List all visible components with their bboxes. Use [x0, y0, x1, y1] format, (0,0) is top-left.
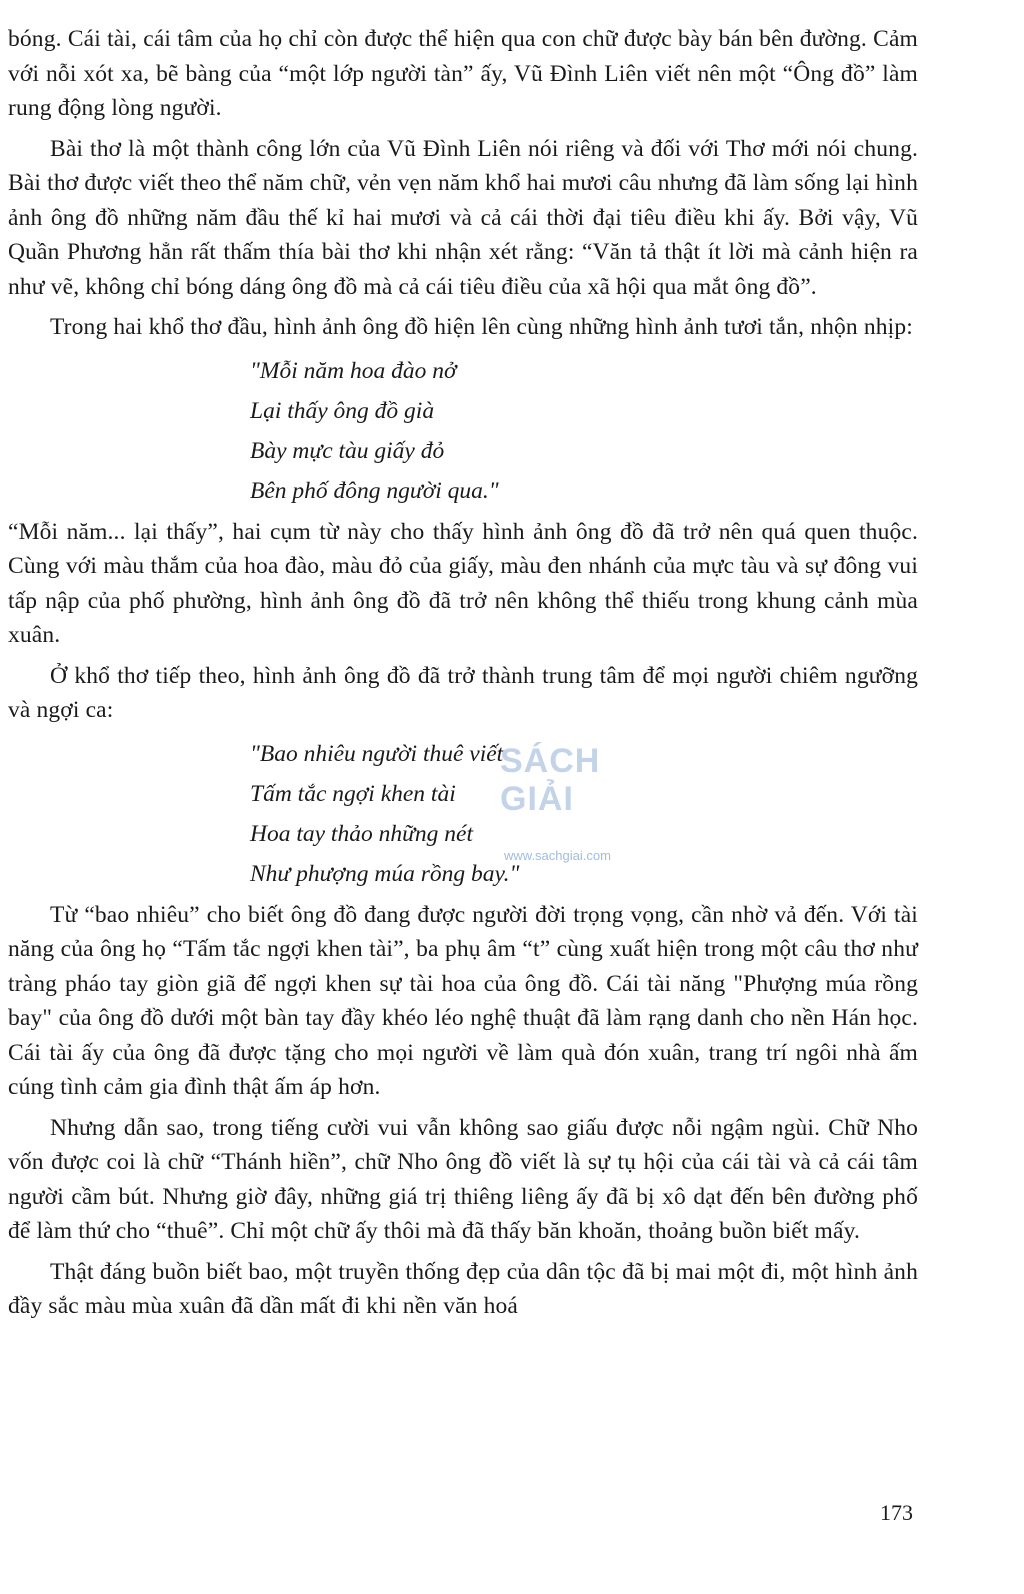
poem-line: Tấm tắc ngợi khen tài — [250, 780, 456, 807]
poem-line: "Mỗi năm hoa đào nở — [250, 357, 457, 384]
paragraph: Nhưng dẫn sao, trong tiếng cười vui vẫn không sao giấu được nỗi ngậm ngùi. Chữ Nho vốn được coi là chữ “Thánh hiền”, chữ Nho ông đồ viết là sự tụ hội của cái tài và cả cái tâm người cầm bút. Nhưng giờ đây, những giá trị thiêng liêng ấy đã bị xô dạt đến bên đường phố để làm thứ cho “thuê”. Chỉ một chữ ấy thôi mà đã thấy băn khoăn, thoảng buồn biết mấy. — [8, 1114, 918, 1244]
paragraph: Từ “bao nhiêu” cho biết ông đồ đang được người đời trọng vọng, cần nhờ vả đến. Với tài năng của ông họ “Tấm tắc ngợi khen tài”, ba phụ âm “t” cùng xuất hiện trong một câu thơ như tràng pháo tay giòn giã để ngợi khen sự tài hoa của ông đồ. Cái tài năng "Phượng múa rồng bay" của ông đồ dưới một bàn tay đầy khéo léo nghệ thuật đã làm rạng danh cho nền Hán học. Cái tài ấy của ông đã được tặng cho mọi người về làm quà đón xuân, trang trí ngôi nhà ấm cúng tình cảm gia đình thật ấm áp hơn. — [8, 901, 918, 1100]
page-number: 173 — [880, 1500, 913, 1525]
body-text — [8, 22, 918, 1330]
poem-line: Bên phố đông người qua." — [250, 477, 499, 504]
poem-line: Hoa tay thảo những nét — [250, 820, 473, 847]
poem-line: "Bao nhiêu người thuê viết — [250, 740, 504, 767]
paragraph-continuation: bóng. Cái tài, cái tâm của họ chỉ còn được thể hiện qua con chữ được bày bán bên đường. Cảm với nỗi xót xa, bẽ bàng của “một lớp người tàn” ấy, Vũ Đình Liên viết nên một “Ông đồ” làm rung động lòng người. — [8, 26, 918, 121]
poem-line: Bày mực tàu giấy đỏ — [250, 437, 445, 464]
watermark-brand: SÁCH GIẢI — [500, 742, 601, 818]
poem-stanza-2 — [250, 734, 918, 894]
poem-line: Lại thấy ông đồ già — [250, 397, 435, 424]
poem-line: Như phượng múa rồng bay." — [250, 860, 520, 887]
poem-stanza-1 — [250, 351, 918, 511]
watermark-url: www.sachgiai.com — [504, 848, 611, 863]
paragraph: Thật đáng buồn biết bao, một truyền thống đẹp của dân tộc đã bị mai một đi, một hình ảnh đầy sắc màu mùa xuân đã dần mất đi khi nền văn hoá — [8, 1258, 918, 1319]
paragraph: Ở khổ thơ tiếp theo, hình ảnh ông đồ đã trở thành trung tâm để mọi người chiêm ngưỡng và ngợi ca: — [8, 662, 918, 723]
paragraph: Bài thơ là một thành công lớn của Vũ Đình Liên nói riêng và đối với Thơ mới nói chung. Bài thơ được viết theo thể năm chữ, vẻn vẹn năm khổ hai mươi câu nhưng đã làm sống lại hình ảnh ông đồ những năm đầu thế kỉ hai mươi và cả cái thời đại tiêu điều khi ấy. Bởi vậy, Vũ Quần Phương hẳn rất thấm thía bài thơ khi nhận xét rằng: “Văn tả thật ít lời mà cảnh hiện ra như vẽ, không chỉ bóng dáng ông đồ mà cả cái tiêu điều của xã hội qua mắt ông đồ”. — [8, 135, 918, 300]
paragraph: “Mỗi năm... lại thấy”, hai cụm từ này cho thấy hình ảnh ông đồ đã trở nên quá quen thuộc. Cùng với màu thắm của hoa đào, màu đỏ của giấy, màu đen nhánh của mực tàu và sự đông vui tấp nập của phố phường, hình ảnh ông đồ đã trở nên không thể thiếu trong khung cảnh mùa xuân. — [8, 518, 918, 648]
paragraph: Trong hai khổ thơ đầu, hình ảnh ông đồ hiện lên cùng những hình ảnh tươi tắn, nhộn nhịp: — [50, 314, 913, 340]
